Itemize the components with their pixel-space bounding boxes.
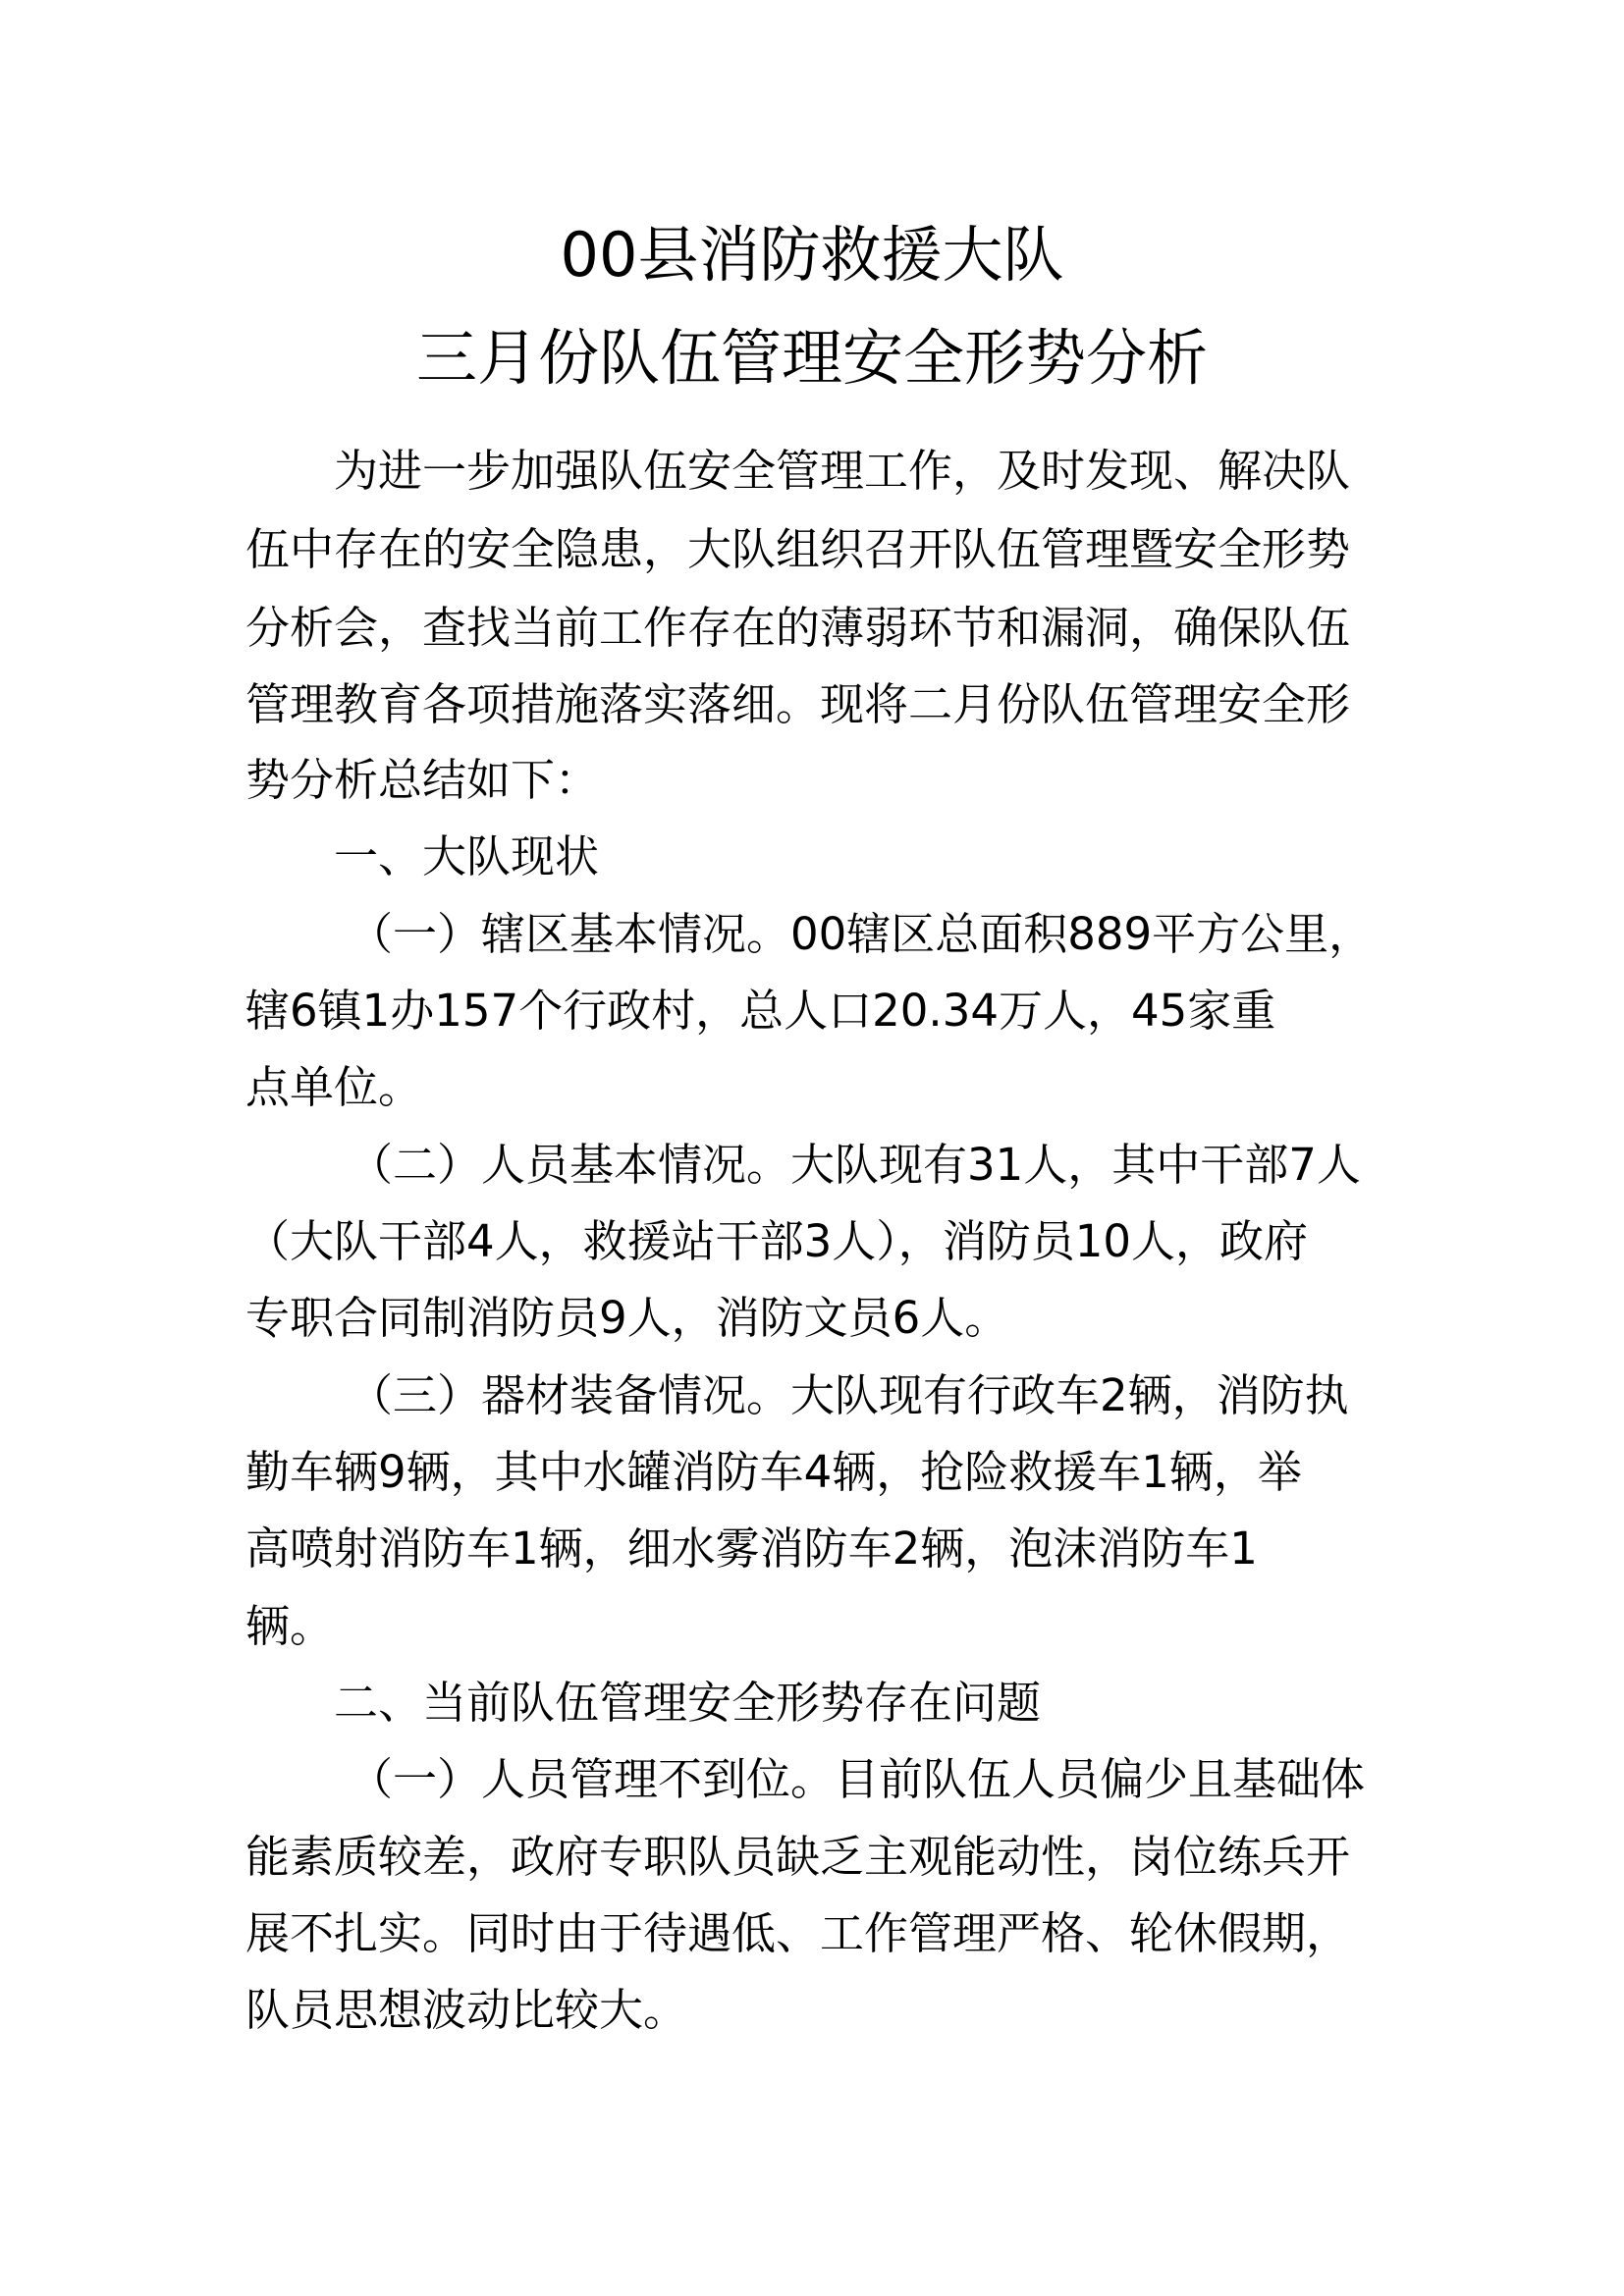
body-line: 伍中存在的安全隐患，大队组织召开队伍管理暨安全形势: [245, 523, 1351, 575]
body-line: 管理教育各项措施落实落细。现将二月份队伍管理安全形: [245, 678, 1351, 730]
body-line: （一）辖区基本情况。00辖区总面积889平方公里，: [349, 908, 1374, 960]
body-line: 辆。: [245, 1600, 335, 1652]
body-line: 能素质较差，政府专职队员缺乏主观能动性，岗位练兵开: [245, 1831, 1351, 1883]
body-line: 辖6镇1办157个行政村，总人口20.34万人，45家重: [245, 985, 1276, 1037]
body-line: 高喷射消防车1辆，细水雾消防车2辆，泡沫消防车1: [245, 1522, 1258, 1575]
body-line: （三）器材装备情况。大队现有行政车2辆，消防执: [349, 1369, 1349, 1421]
section-heading-2: 二、当前队伍管理安全形势存在问题: [334, 1677, 1042, 1729]
body-line: （大队干部4人，救援站干部3人），消防员10人，政府: [245, 1215, 1309, 1267]
body-line: 勤车辆9辆，其中水罐消防车4辆，抢险救援车1辆，举: [245, 1446, 1302, 1498]
body-line: 分析会，查找当前工作存在的薄弱环节和漏洞，确保队伍: [245, 602, 1351, 654]
document-title-line2: 三月份队伍管理安全形势分析: [415, 322, 1208, 394]
body-line: （一）人员管理不到位。目前队伍人员偏少且基础体: [349, 1753, 1366, 1805]
body-line: 专职合同制消防员9人，消防文员6人。: [245, 1292, 1009, 1344]
body-line: 点单位。: [245, 1061, 423, 1113]
body-line: （二）人员基本情况。大队现有31人，其中干部7人: [349, 1139, 1361, 1191]
section-heading-1: 一、大队现状: [334, 830, 600, 882]
body-line: 为进一步加强队伍安全管理工作，及时发现、解决队: [334, 445, 1351, 497]
body-line: 势分析总结如下：: [245, 754, 600, 806]
body-line: 展不扎实。同时由于待遇低、工作管理严格、轮休假期，: [245, 1907, 1351, 1959]
document-title-line1: 00县消防救援大队: [560, 219, 1064, 291]
body-line: 队员思想波动比较大。: [245, 1984, 688, 2036]
